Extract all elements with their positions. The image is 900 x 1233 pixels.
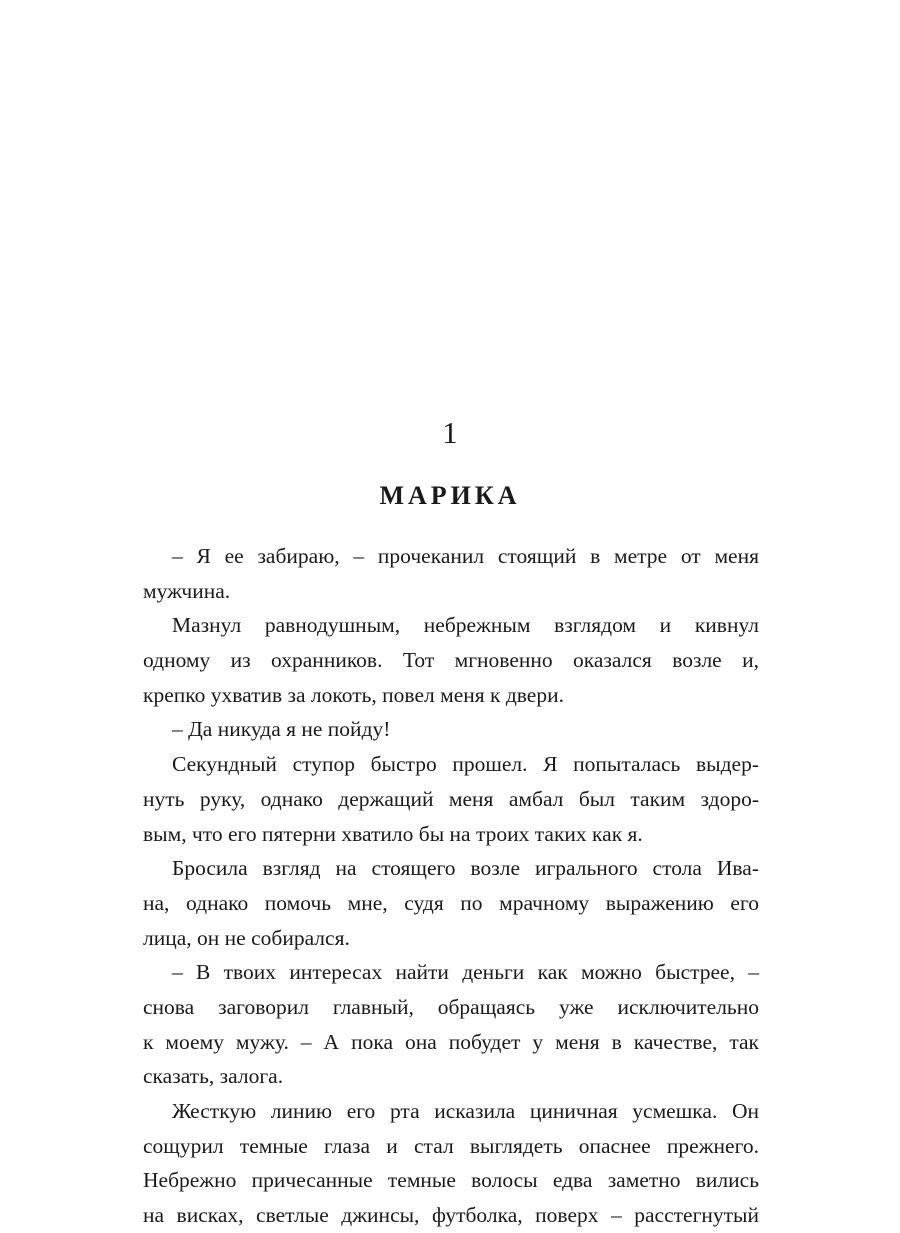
text-line: на висках, светлые джинсы, футболка, поверх – расстегнутый — [143, 1203, 759, 1228]
chapter-title: МАРИКА — [379, 481, 521, 510]
text-line: снова заговорил главный, обращаясь уже исключительно — [143, 994, 759, 1019]
text-line: Мазнул равнодушным, небрежным взглядом и кивнул — [172, 613, 759, 638]
text-line: лица, он не собирался. — [143, 925, 350, 950]
text-line: Секундный ступор быстро прошел. Я попыталась выдер- — [172, 752, 759, 777]
text-line: – В твоих интересах найти деньги как можно быстрее, – — [172, 960, 759, 985]
text-line: Бросила взгляд на стоящего возле игрального стола Ива- — [172, 856, 759, 881]
chapter-number: 1 — [442, 415, 458, 450]
chapter-body — [143, 539, 759, 1233]
text-line: одному из охранников. Тот мгновенно оказался возле и, — [143, 648, 759, 673]
text-line: мужчина. — [143, 578, 231, 603]
text-line: сказать, залога. — [143, 1064, 284, 1089]
text-line: вым, что его пятерни хватило бы на троих таких как я. — [143, 821, 643, 846]
text-line: сощурил темные глаза и стал выглядеть опаснее прежнего. — [143, 1133, 759, 1158]
text-line: – Да никуда я не пойду! — [172, 717, 391, 742]
text-line: – Я ее забираю, – прочеканил стоящий в метре от меня — [172, 544, 759, 568]
text-line: нуть руку, однако держащий меня амбал был таким здоро- — [143, 786, 759, 811]
text-line: крепко ухватив за локоть, повел меня к двери. — [143, 682, 564, 707]
text-line: Небрежно причесанные темные волосы едва заметно вились — [143, 1168, 759, 1193]
text-line: на, однако помочь мне, судя по мрачному выражению его — [143, 890, 759, 915]
text-line: к моему мужу. – А пока она побудет у меня в качестве, так — [143, 1029, 759, 1054]
text-line: Жесткую линию его рта исказила циничная усмешка. Он — [172, 1099, 759, 1123]
